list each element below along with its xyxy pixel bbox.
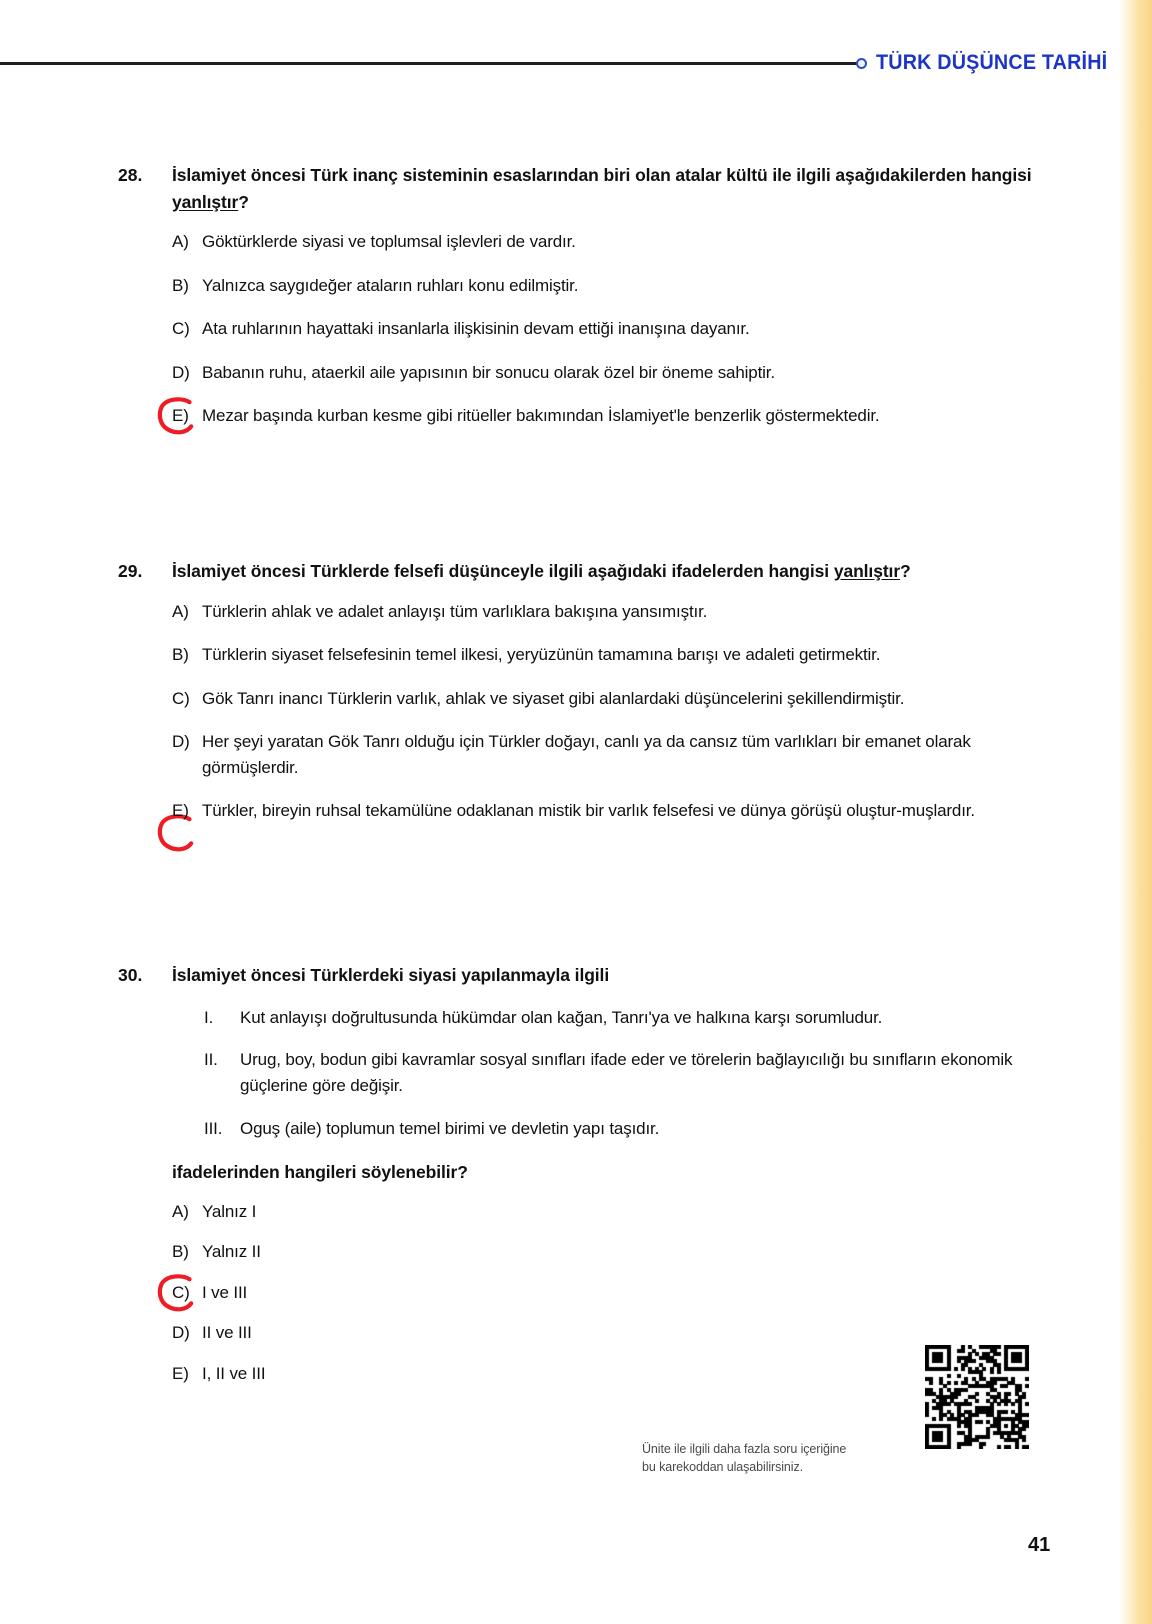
roman-text: Kut anlayışı doğrultusunda hükümdar olan kağan, Tanrı'ya ve halkına karşı sorumludur.: [240, 1007, 883, 1027]
option-letter: B): [172, 1242, 189, 1262]
question-29-options: [118, 599, 1048, 824]
option-letter: D): [172, 362, 190, 382]
option-30-e[interactable]: [172, 1361, 1048, 1387]
option-30-a[interactable]: [172, 1199, 1048, 1225]
option-28-a[interactable]: [172, 229, 1048, 255]
option-text: Babanın ruhu, ataerkil aile yapısının bir sonucu olarak özel bir öneme sahiptir.: [202, 362, 775, 382]
option-letter: A): [172, 232, 189, 252]
option-text: Göktürklerde siyasi ve toplumsal işlevleri de vardır.: [202, 232, 576, 252]
roman-item-2: [204, 1047, 1048, 1099]
header-rule-line: [0, 62, 857, 65]
question-block-29: [118, 558, 1048, 824]
question-29-stem-after: ?: [900, 561, 911, 581]
option-29-a[interactable]: [172, 599, 1048, 625]
question-30-stem: İslamiyet öncesi Türklerdeki siyasi yapılanmayla ilgili: [172, 965, 610, 985]
question-29-heading: [118, 558, 1048, 585]
option-28-c[interactable]: [172, 316, 1048, 342]
option-29-d[interactable]: [172, 729, 1048, 780]
option-text: I ve III: [202, 1282, 248, 1302]
roman-numeral: II.: [204, 1050, 218, 1070]
option-29-c[interactable]: [172, 686, 1048, 712]
header-dot-icon: [856, 58, 867, 69]
option-29-e[interactable]: [172, 798, 1048, 824]
option-text: I, II ve III: [202, 1363, 266, 1383]
option-letter: C): [172, 1282, 190, 1302]
option-text: II ve III: [202, 1323, 252, 1343]
option-letter: E): [172, 1363, 189, 1383]
question-29-stem: [172, 558, 1048, 585]
question-29-number: 29.: [118, 561, 143, 581]
option-text: Ata ruhlarının hayattaki insanlarla ilişkisinin devam ettiği inanışına dayanır.: [202, 319, 750, 339]
option-text: Türkler, bireyin ruhsal tekamülüne odaklanan mistik bir varlık felsefesi ve dünya görüşü oluştur-muşlardır.: [202, 801, 975, 821]
option-letter: B): [172, 275, 189, 295]
question-block-30: [118, 962, 1048, 1401]
question-29-stem-before: İslamiyet öncesi Türklerde felsefi düşünceyle ilgili aşağıdaki ifadelerden hangisi: [172, 561, 834, 581]
qr-code-image: [925, 1345, 1029, 1449]
option-30-c[interactable]: [172, 1280, 1048, 1306]
option-letter: E): [172, 801, 189, 821]
option-text: Yalnız II: [202, 1242, 261, 1262]
option-text: Her şeyi yaratan Gök Tanrı olduğu için Türkler doğayı, canlı ya da cansız tüm varlıkları bir emanet olarak görmüşlerdir.: [202, 732, 971, 777]
question-28-stem: [172, 162, 1048, 215]
option-text: Türklerin ahlak ve adalet anlayışı tüm varlıklara bakışına yansımıştır.: [202, 601, 708, 621]
question-28-heading: [118, 162, 1048, 215]
option-30-d[interactable]: [172, 1320, 1048, 1346]
page-header: [0, 46, 1122, 80]
page-number: 41: [1028, 1534, 1051, 1556]
question-30-tail: ifadelerinden hangileri söylenebilir?: [172, 1161, 468, 1182]
qr-caption: [642, 1440, 912, 1476]
question-28-stem-underlined: yanlıştır: [172, 191, 239, 212]
roman-text: Oguş (aile) toplumun temel birimi ve devletin yapı taşıdır.: [240, 1119, 660, 1139]
page-title: TÜRK DÜŞÜNCE TARİHİ: [875, 51, 1108, 74]
option-29-b[interactable]: [172, 642, 1048, 668]
option-letter: A): [172, 1201, 189, 1221]
question-block-28: [118, 162, 1048, 429]
roman-item-1: [204, 1005, 1048, 1031]
roman-item-3: [204, 1116, 1048, 1142]
option-letter: C): [172, 688, 190, 708]
question-30-roman-list: [118, 1005, 1048, 1142]
option-30-b[interactable]: [172, 1239, 1048, 1265]
roman-numeral: III.: [204, 1119, 223, 1139]
question-28-options: [118, 229, 1048, 429]
qr-caption-line-2: bu karekoddan ulaşabilirsiniz.: [642, 1460, 803, 1475]
option-text: Yalnızca saygıdeğer ataların ruhları konu edilmiştir.: [202, 275, 579, 295]
option-letter: D): [172, 732, 190, 752]
roman-text: Urug, boy, bodun gibi kavramlar sosyal sınıfları ifade eder ve törelerin bağlayıcılığı bu sınıfların ekonomik güçlerine göre değişir.: [240, 1050, 1013, 1096]
option-text: Yalnız I: [202, 1201, 257, 1221]
option-text: Türklerin siyaset felsefesinin temel ilkesi, yeryüzünün tamamına barışı ve adaleti getirmektir.: [202, 645, 881, 665]
question-29-stem-underlined: yanlıştır: [833, 561, 901, 581]
option-28-e[interactable]: [172, 403, 1048, 429]
qr-code[interactable]: [925, 1345, 1029, 1449]
question-28-number: 28.: [118, 165, 143, 185]
question-30-number: 30.: [118, 965, 143, 985]
option-letter: A): [172, 601, 189, 621]
question-30-options: [118, 1199, 1048, 1387]
qr-caption-line-1: Ünite ile ilgili daha fazla soru içeriğine: [642, 1442, 847, 1456]
option-letter: B): [172, 645, 189, 665]
option-letter: D): [172, 1323, 190, 1343]
option-letter: E): [172, 406, 189, 426]
roman-numeral: I.: [204, 1007, 214, 1027]
question-30-heading: [118, 962, 1048, 989]
option-letter: C): [172, 319, 190, 339]
option-text: Mezar başında kurban kesme gibi ritüeller bakımından İslamiyet'le benzerlik göstermektedir.: [202, 406, 880, 426]
option-28-b[interactable]: [172, 273, 1048, 299]
question-28-stem-before: İslamiyet öncesi Türk inanç sisteminin esaslarından biri olan atalar kültü ile ilgili aşağıdakilerden hangisi: [172, 165, 1032, 185]
page-edge-gradient-band: [1119, 0, 1152, 1624]
option-28-d[interactable]: [172, 360, 1048, 386]
option-text: Gök Tanrı inancı Türklerin varlık, ahlak ve siyaset gibi alanlardaki düşüncelerini şekillendirmiştir.: [202, 688, 905, 708]
question-28-stem-after: ?: [238, 191, 249, 212]
